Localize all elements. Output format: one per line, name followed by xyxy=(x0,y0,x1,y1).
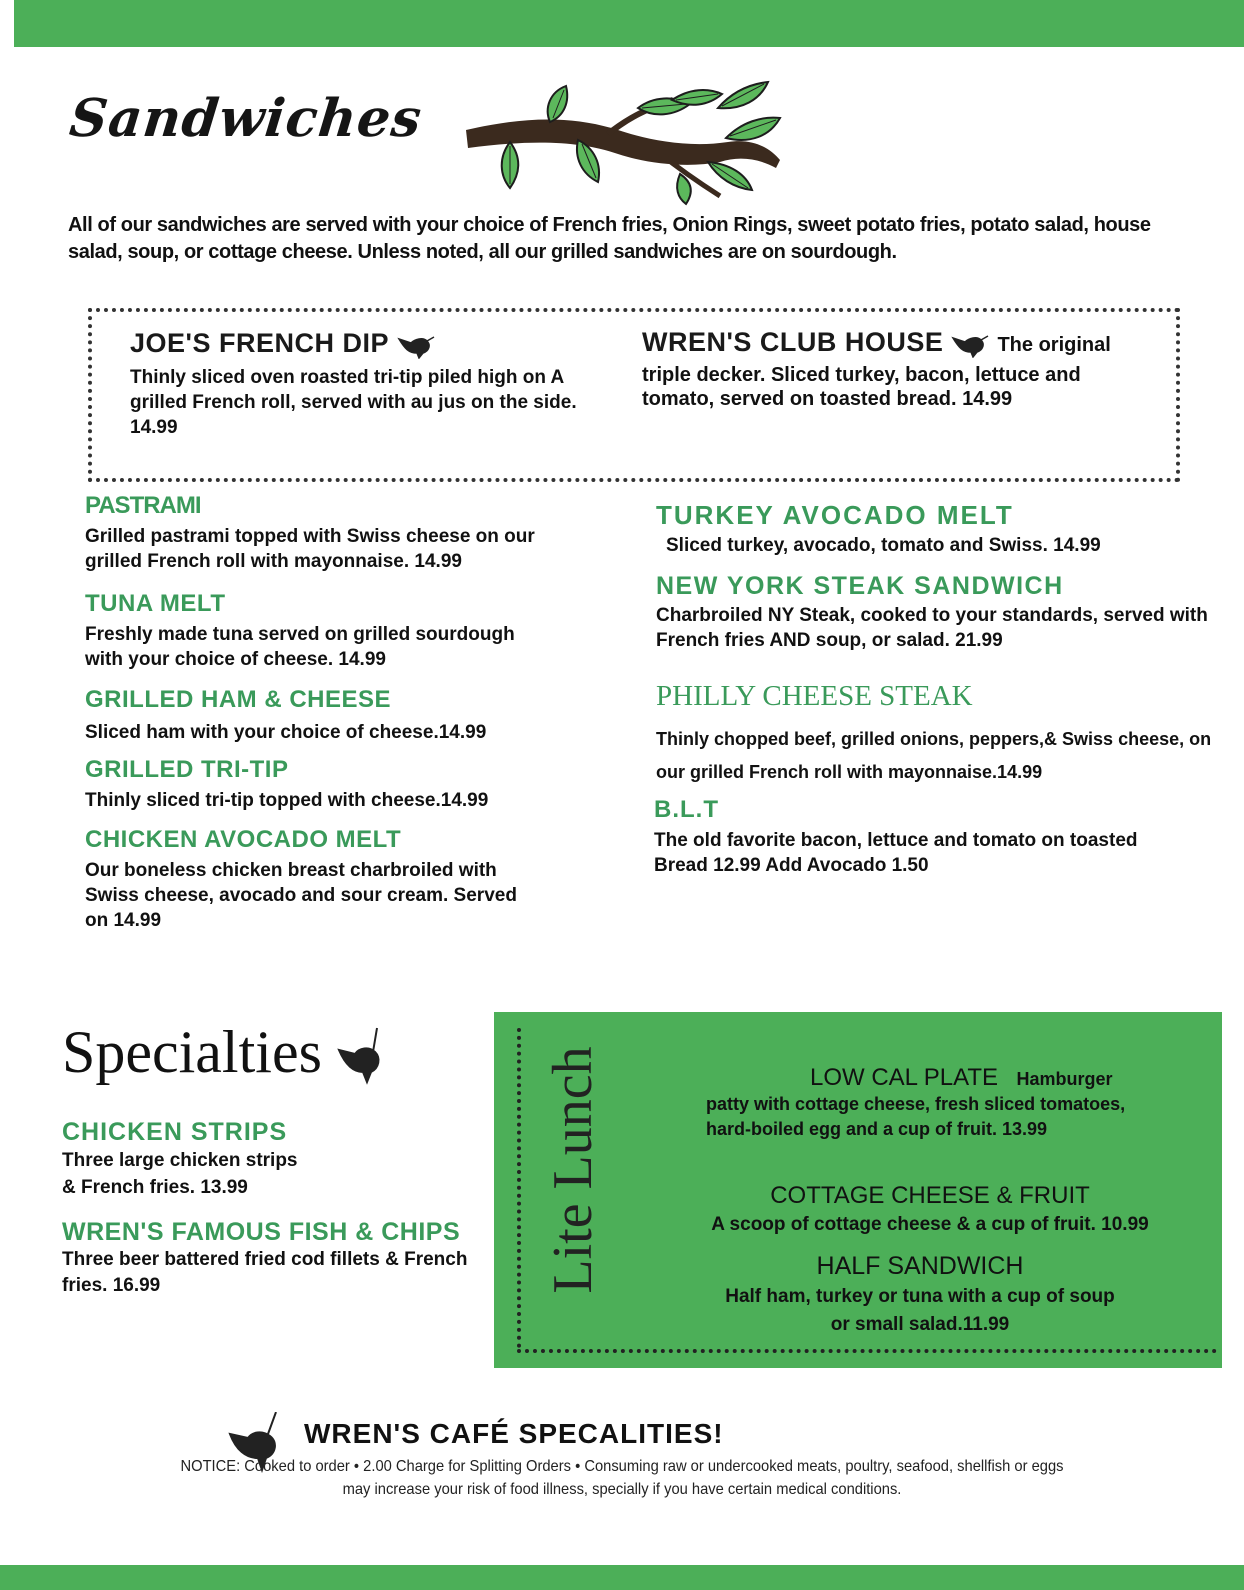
item-name: LOW CAL PLATE xyxy=(810,1064,999,1091)
featured-item xyxy=(642,324,1112,411)
dotted-border-vertical xyxy=(517,1028,521,1348)
item-name: TUNA MELT xyxy=(85,590,226,617)
item-name: TURKEY AVOCADO MELT xyxy=(656,500,1014,530)
menu-item xyxy=(85,756,555,813)
item-name: CHICKEN STRIPS xyxy=(62,1118,288,1146)
wren-bird-icon xyxy=(337,1026,389,1090)
item-desc: triple decker. Sliced turkey, bacon, lettuce and tomato, served on toasted bread. 14.99 xyxy=(642,364,1081,410)
lite-item xyxy=(720,1252,1120,1339)
item-note: Hamburger xyxy=(1016,1069,1113,1089)
item-desc: Thinly sliced tri-tip topped with cheese.14.99 xyxy=(85,790,489,811)
top-green-bar xyxy=(14,0,1244,47)
footer-notice: NOTICE: Cooked to order • 2.00 Charge for Splitting Orders • Consuming raw or undercooked meats, poultry, seafood, shellfish or eggs may increase your risk of food illness, specially if you have certain medical conditions. xyxy=(180,1458,1064,1498)
sandwiches-intro: All of our sandwiches are served with your choice of French fries, Onion Rings, sweet potato fries, potato salad, house salad, soup, or cottage cheese. Unless noted, all our grilled sandwiches are on sourdough. xyxy=(68,214,1151,263)
item-name: PASTRAMI xyxy=(85,492,201,519)
item-name: CHICKEN AVOCADO MELT xyxy=(85,826,402,853)
dotted-border-horizontal xyxy=(517,1349,1217,1353)
item-desc: Three large chicken strips & French fries. 13.99 xyxy=(62,1150,298,1198)
menu-item xyxy=(654,796,1174,878)
menu-item xyxy=(85,686,555,745)
item-desc: patty with cottage cheese, fresh sliced tomatoes, hard-boiled egg and a cup of fruit. 13.99 xyxy=(706,1094,1126,1139)
specialties-title xyxy=(62,1018,389,1090)
item-desc: Freshly made tuna served on grilled sourdough with your choice of cheese. 14.99 xyxy=(85,624,515,670)
menu-item xyxy=(85,826,545,933)
item-desc: Sliced ham with your choice of cheese.14.99 xyxy=(85,722,487,743)
item-desc: Thinly chopped beef, grilled onions, peppers,& Swiss cheese, on our grilled French roll with mayonnaise.14.99 xyxy=(656,729,1212,782)
specialties-title-text: Specialties xyxy=(62,1019,322,1085)
item-desc: A scoop of cottage cheese & a cup of fruit. 10.99 xyxy=(711,1214,1149,1235)
item-desc: Thinly sliced oven roasted tri-tip piled high on A grilled French roll, served with au jus on the side. 14.99 xyxy=(130,367,577,438)
item-name: WREN'S CLUB HOUSE xyxy=(642,327,944,357)
featured-item xyxy=(130,328,580,440)
item-name: JOE'S FRENCH DIP xyxy=(130,328,389,358)
item-name: GRILLED TRI-TIP xyxy=(85,756,289,783)
item-name: B.L.T xyxy=(654,796,719,823)
item-desc: Three beer battered fried cod fillets & French fries. 16.99 xyxy=(62,1249,468,1296)
footer-title: WREN'S CAFÉ SPECALITIES! xyxy=(304,1418,724,1449)
lite-lunch-title: Lite Lunch xyxy=(542,1046,604,1294)
item-desc: Our boneless chicken breast charbroiled with Swiss cheese, avocado and sour cream. Served on 14.99 xyxy=(85,860,517,931)
item-desc: Half ham, turkey or tuna with a cup of soup or small salad.11.99 xyxy=(725,1286,1115,1335)
item-name: GRILLED HAM & CHEESE xyxy=(85,686,392,713)
item-note: The original xyxy=(997,334,1111,356)
menu-item xyxy=(85,492,555,574)
menu-item xyxy=(656,572,1216,653)
specialty-item xyxy=(62,1218,482,1299)
item-name: HALF SANDWICH xyxy=(816,1252,1024,1280)
menu-item xyxy=(85,590,555,672)
wren-bird-icon xyxy=(397,331,435,359)
item-desc: Charbroiled NY Steak, cooked to your standards, served with French fries AND soup, or salad. 21.99 xyxy=(656,605,1208,651)
item-desc: Sliced turkey, avocado, tomato and Swiss. 14.99 xyxy=(666,535,1101,556)
branch-leaves-illustration xyxy=(458,78,786,206)
menu-item xyxy=(656,680,1236,789)
lite-item xyxy=(640,1182,1220,1236)
specialty-item xyxy=(62,1118,482,1201)
lite-item xyxy=(706,1064,1166,1142)
item-name: WREN'S FAMOUS FISH & CHIPS xyxy=(62,1218,461,1246)
sandwiches-title: Sandwiches xyxy=(66,88,425,149)
bottom-green-bar xyxy=(0,1565,1244,1590)
item-name: NEW YORK STEAK SANDWICH xyxy=(656,572,1064,600)
wren-bird-icon xyxy=(951,330,989,358)
item-desc: The old favorite bacon, lettuce and tomato on toasted Bread 12.99 Add Avocado 1.50 xyxy=(654,830,1138,876)
item-name: COTTAGE CHEESE & FRUIT xyxy=(770,1182,1090,1209)
menu-item xyxy=(656,500,1216,558)
item-desc: Grilled pastrami topped with Swiss cheese on our grilled French roll with mayonnaise. 14.99 xyxy=(85,526,535,572)
item-name: PHILLY CHEESE STEAK xyxy=(656,680,973,712)
